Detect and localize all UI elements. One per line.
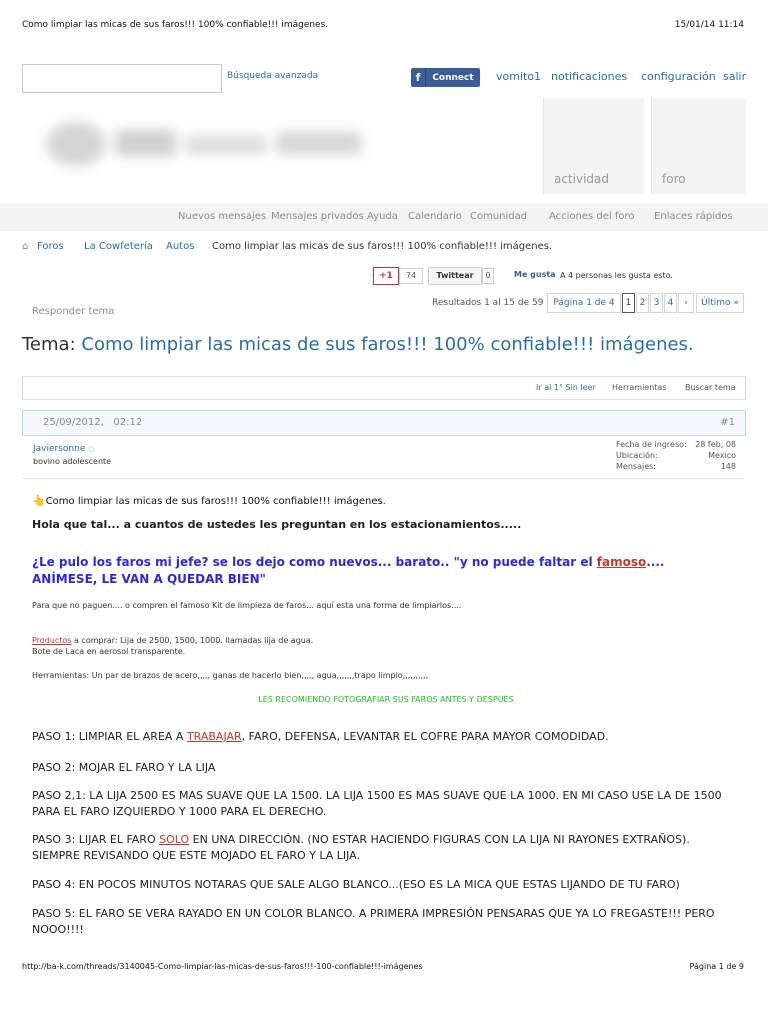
post-intro: Para que no paguen.... o compren el famoso Kit de limpieza de faros... aquí esta una forma de limpiarlos.... xyxy=(32,601,462,610)
like-count-text: A 4 personas les gusta esto. xyxy=(560,271,673,280)
post-header xyxy=(22,410,746,436)
famoso-link[interactable]: famoso xyxy=(596,555,647,569)
productos-link[interactable]: Productos xyxy=(32,636,72,645)
thread-title xyxy=(22,334,694,355)
google-plus-button[interactable] xyxy=(373,267,399,285)
google-plus-label: +1 xyxy=(379,271,393,281)
forum-tile[interactable] xyxy=(651,98,746,194)
facebook-icon: f xyxy=(411,68,426,87)
results-count: Resultados 1 al 15 de 59 xyxy=(432,298,544,308)
thread-title-text: Como limpiar las micas de sus faros!!! 100% confiable!!! imágenes. xyxy=(81,334,694,355)
trabajar-link[interactable]: TRABAJAR xyxy=(186,730,242,743)
nav-help[interactable]: Ayuda xyxy=(367,211,398,222)
first-unread-link[interactable]: Ir al 1° Sin leer xyxy=(536,383,596,392)
logo-graphic xyxy=(36,110,366,178)
step-5: PASO 5: EL FARO SE VERA RAYADO EN UN COLOR BLANCO. A PRIMERA IMPRESIÓN PENSARAS QUE YA LO FREGASTE!!! PERO NOOO!!!! xyxy=(32,907,715,936)
posts-value: 148 xyxy=(720,462,736,471)
user-link[interactable]: vomito1 xyxy=(496,70,542,83)
nav-private-messages[interactable]: Mensajes privados xyxy=(271,211,364,222)
nav-quick-links[interactable]: Enlaces rápidos xyxy=(654,211,733,222)
posts-label: Mensajes: xyxy=(616,462,656,471)
post-bote: Bote de Laca en aerosol transparente. xyxy=(32,647,186,656)
nav-forum-actions[interactable]: Acciones del foro xyxy=(549,211,635,222)
post-highlight: ¿Le pulo los faros mi jefe? se los dejo como nuevos... barato.. "y no puede faltar el famoso.... ANÍMESE, LE VAN A QUEDAR BIEN" xyxy=(32,555,665,586)
print-title: Como limpiar las micas de sus faros!!! 100% confiable!!! imágenes. xyxy=(22,20,329,30)
online-status-icon: ○ xyxy=(88,445,95,453)
sub-navigation xyxy=(0,203,768,231)
nav-calendar[interactable]: Calendario xyxy=(408,211,462,222)
breadcrumb-forums[interactable]: Foros xyxy=(37,241,64,252)
join-date-label: Fecha de ingreso: xyxy=(616,440,687,449)
location-label: Ubicación: xyxy=(616,451,658,460)
activity-tile[interactable] xyxy=(543,98,644,194)
settings-link[interactable]: configuración xyxy=(641,70,716,83)
print-url: http://ba-k.com/threads/3140045-Como-limpiar-las-micas-de-sus-faros!!!-100-confiable!!!-imágenes xyxy=(22,962,423,971)
thread-toolbar xyxy=(22,376,746,400)
post-greeting: Hola que tal... a cuantos de ustedes les preguntan en los estacionamientos..... xyxy=(32,518,522,531)
print-datetime: 15/01/14 11:14 xyxy=(674,20,744,30)
facebook-connect-label: Connect xyxy=(432,72,474,83)
user-title: bovino adolescente xyxy=(33,457,112,466)
page-of-indicator[interactable]: Página 1 de 4 xyxy=(547,293,621,313)
thread-tools-menu[interactable]: Herramientas xyxy=(612,383,667,392)
notifications-link[interactable]: notificaciones xyxy=(551,70,628,83)
page-1-button[interactable]: 1 xyxy=(622,293,635,313)
page-3-button[interactable]: 3 xyxy=(650,293,663,313)
reply-thread-button[interactable]: Responder tema xyxy=(32,306,115,317)
post-user-info xyxy=(22,436,744,479)
twitter-count: 0 xyxy=(482,268,494,284)
logout-link[interactable]: salir xyxy=(723,70,747,83)
solo-link[interactable]: SOLO xyxy=(159,833,190,846)
step-2-1: PASO 2,1: LA LIJA 2500 ES MAS SUAVE QUE LA 1500. LA LIJA 1500 ES MAS SUAVE QUE LA 1000. EN MI CASO USE LA DE 1500 PARA EL FARO IZQUIERDO Y 1000 PARA EL DERECHO. xyxy=(32,789,722,818)
post-recommendation: LES RECOMIENDO FOTOGRAFIAR SUS FAROS ANTES Y DESPUÉS xyxy=(258,695,514,704)
advanced-search-link[interactable]: Búsqueda avanzada xyxy=(227,71,319,81)
step-2: PASO 2: MOJAR EL FARO Y LA LIJA xyxy=(32,761,216,774)
home-icon[interactable]: ⌂ xyxy=(22,241,29,252)
facebook-like-button[interactable]: Me gusta xyxy=(514,270,556,279)
facebook-connect-button[interactable] xyxy=(411,68,480,87)
print-page: Página 1 de 9 xyxy=(689,962,744,971)
forum-label: foro xyxy=(662,172,686,186)
post-tools: Herramientas: Un par de brazos de acero,,,,, ganas de hacerlo bien,,,,, agua,,,,,,,trapo limpio,,,,,,,,,, xyxy=(32,671,429,680)
site-logo[interactable] xyxy=(22,98,542,194)
search-input[interactable] xyxy=(22,64,222,93)
user-stats xyxy=(616,440,736,473)
post-products: Productos a comprar: Lija de 2500, 1500, 1000. llamadas lija de agua. xyxy=(32,636,314,645)
post-username[interactable]: Javiersonne ○ xyxy=(33,444,95,454)
breadcrumb-subsection[interactable]: Autos xyxy=(166,241,195,252)
thread-title-prefix: Tema: xyxy=(22,334,76,355)
next-page-button[interactable]: › xyxy=(678,293,694,313)
location-value: Mexico xyxy=(708,451,736,460)
search-thread-menu[interactable]: Buscar tema xyxy=(685,383,736,392)
post-subject: 👆Como limpiar las micas de sus faros!!! 100% confiable!!! imágenes. xyxy=(32,494,386,507)
google-plus-count: 74 xyxy=(399,268,423,284)
thumbs-up-icon: 👆 xyxy=(32,494,46,507)
join-date-value: 28 feb, 08 xyxy=(695,440,736,449)
post-number[interactable]: #1 xyxy=(720,417,735,428)
step-3: PASO 3: LIJAR EL FARO SOLO EN UNA DIRECCIÓN. (NO ESTAR HACIENDO FIGURAS CON LA LIJA NI RAYONES EXTRAÑOS). SIEMPRE REVISANDO QUE ESTE MOJADO EL FARO Y LA LIJA. xyxy=(32,833,690,862)
breadcrumb-current: Como limpiar las micas de sus faros!!! 100% confiable!!! imágenes. xyxy=(212,241,553,252)
twitter-button[interactable]: Twittear xyxy=(428,267,482,285)
print-header xyxy=(22,20,744,36)
nav-community[interactable]: Comunidad xyxy=(470,211,528,222)
activity-label: actividad xyxy=(554,172,610,186)
step-4: PASO 4: EN POCOS MINUTOS NOTARAS QUE SALE ALGO BLANCO...(ESO ES LA MICA QUE ESTAS LIJANDO DE TU FARO) xyxy=(32,878,680,891)
last-page-button[interactable]: Último » xyxy=(696,293,744,313)
nav-new-posts[interactable]: Nuevos mensajes xyxy=(178,211,267,222)
step-1: PASO 1: LIMPIAR EL AREA A TRABAJAR, FARO, DEFENSA, LEVANTAR EL COFRE PARA MAYOR COMODIDAD. xyxy=(32,730,609,743)
page-4-button[interactable]: 4 xyxy=(664,293,677,313)
breadcrumb-section[interactable]: La Cowfetería xyxy=(84,241,153,252)
post-date: 25/09/2012, 02:12 xyxy=(43,417,143,428)
page-2-button[interactable]: 2 xyxy=(636,293,649,313)
